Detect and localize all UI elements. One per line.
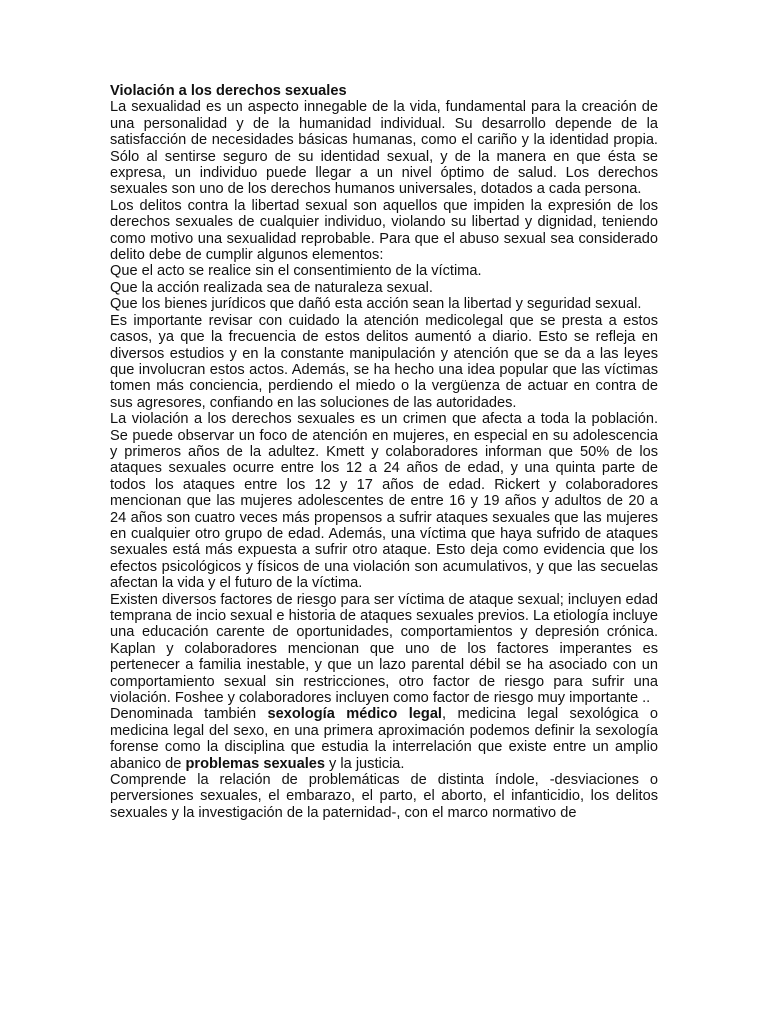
document-body bbox=[110, 83, 658, 821]
bold-term-sexologia: sexología médico legal bbox=[267, 706, 442, 723]
paragraph-sexologia bbox=[110, 706, 658, 772]
text-span: y la justicia. bbox=[325, 755, 405, 772]
paragraph-factores: Existen diversos factores de riesgo para ser víctima de ataque sexual; incluyen edad temprana de incio sexual e historia de ataques sexuales previos. La etiología incluye una educación carente de oportunidades, comportamientos y depresión crónica. Kaplan y colaboradores mencionan que uno de los factores imperantes es pertenecer a familia inestable, y que un lazo parental débil se ha asociado con un comportamiento sexual sin restricciones, otro factor de riesgo para sufrir una violación. Foshee y colaboradores incluyen como factor de riesgo muy importante .. bbox=[110, 591, 658, 707]
paragraph-atencion: Es importante revisar con cuidado la atención medicolegal que se presta a estos casos, ya que la frecuencia de estos delitos aumentó a diario. Esto se refleja en diversos estudios y en la constante manipulación y atención que se da a las leyes que involucran estos actos. Además, se ha hecho una idea popular que las víctimas tomen más conciencia, perdiendo el miedo o la vergüenza de actuar en contra de sus agresores, confiando en las soluciones de las autoridades. bbox=[110, 312, 658, 411]
paragraph-intro: La sexualidad es un aspecto innegable de la vida, fundamental para la creación de una personalidad y de la humanidad individual. Su desarrollo depende de la satisfacción de necesidades básicas humanas, como el cariño y la identidad propia. Sólo al sentirse seguro de su identidad sexual, y de la manera en que ésta se expresa, un individuo puede llegar a un nivel óptimo de salud. Los derechos sexuales son uno de los derechos humanos universales, dotados a cada persona. bbox=[110, 99, 658, 198]
paragraph-comprende: Comprende la relación de problemáticas de distinta índole, -desviaciones o perversiones sexuales, el embarazo, el parto, el aborto, el infanticidio, los delitos sexuales y la investigación de la paternidad-, con el marco normativo de bbox=[110, 772, 658, 821]
text-span: Denominada también bbox=[110, 706, 268, 723]
element-item-1: Que el acto se realice sin el consentimiento de la víctima. bbox=[110, 263, 482, 280]
element-item-2: Que la acción realizada sea de naturaleza sexual. bbox=[110, 279, 433, 296]
element-item-3: Que los bienes jurídicos que dañó esta acción sean la libertad y seguridad sexual. bbox=[110, 296, 642, 313]
paragraph-violacion: La violación a los derechos sexuales es un crimen que afecta a toda la población. Se puede observar un foco de atención en mujeres, en especial en su adolescencia y primeros años de la adultez. Kmett y colaboradores informan que 50% de los ataques sexuales ocurre entre los 12 a 24 años de edad, y una quinta parte de todos los ataques entre los 12 y 17 años de edad. Rickert y colaboradores mencionan que las mujeres adolescentes de entre 16 y 19 años y adultos de 20 a 24 años son cuatro veces más propensos a sufrir ataques sexuales que las mujeres en cualquier otro grupo de edad. Además, una víctima que haya sufrido de ataques sexuales está más expuesta a sufrir otro ataque. Esto deja como evidencia que los efectos psicológicos y físicos de una violación son acumulativos, y que las secuelas afectan la vida y el futuro de la víctima. bbox=[110, 411, 658, 592]
paragraph-delitos: Los delitos contra la libertad sexual son aquellos que impiden la expresión de los derechos sexuales de cualquier individuo, violando su libertad y dignidad, teniendo como motivo una sexualidad reprobable. Para que el abuso sexual sea considerado delito debe de cumplir algunos elementos: bbox=[110, 197, 658, 264]
document-title: Violación a los derechos sexuales bbox=[110, 83, 347, 99]
text-span: , medicina legal sexológica o medicina legal del sexo, en una primera aproximación podemos definir la sexología forense como la disciplina que estudia la interrelación que existe entre un amplio abanico de bbox=[110, 706, 659, 772]
bold-term-problemas: problemas sexuales bbox=[185, 755, 325, 772]
